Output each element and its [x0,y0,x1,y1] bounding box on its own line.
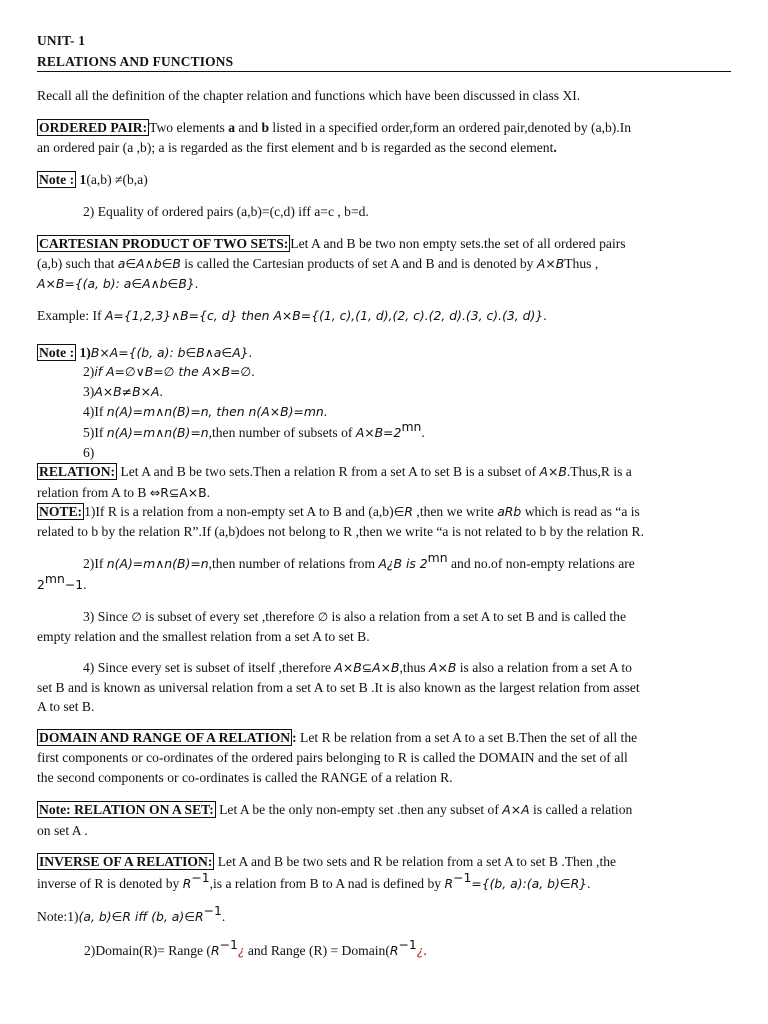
note-1-label: Note : [39,172,75,187]
relation-on-set-heading: Note: RELATION ON A SET: [39,802,214,817]
note-3-label: NOTE: [39,504,83,519]
note-2-line-1: Note : 1)B×A={(b, a): b∈B∧a∈A}. [39,345,252,360]
cartesian-line-3: A×B={(a, b): a∈A∧b∈B}. [37,276,199,291]
relation-on-set-line-2: on set A . [37,823,88,838]
note-3-point-4-line-2: set B and is known as universal relation from a set A to set B .It is also known as the largest relation from asset [37,680,640,695]
note-3-point-2-line-2: $2^{mn}-1$. [37,571,87,592]
domain-range-line-1: DOMAIN AND RANGE OF A RELATION : Let R be relation from a set A to a set B.Then the set of all the [39,730,638,745]
note-3-point-3: 3) Since ∅ is subset of every set ,therefore ∅ is also a relation from a set A to set B and is called the [83,609,627,624]
note-2-label: Note : [39,345,75,360]
note-2-line-5: 5)If n(A)=m∧n(B)=n,then number of subsets of $A\times B=2^{mn}$. [83,419,425,440]
relation-line-2: relation from A to B ⇔R⊆A×B. [37,485,211,500]
note-3-line-2: related to b by the relation R”.If (a,b)does not belong to R ,then we write “a is not related to b by the relation R. [37,524,645,539]
domain-range-line-3: the second components or co-ordinates is called the RANGE of a relation R. [37,770,453,785]
note-3-point-3-line-2: empty relation and the smallest relation from a set A to set B. [37,629,370,644]
relation-line-1: RELATION: Let A and B be two sets.Then a relation R from a set A to set B is a subset of A×B.Thus,R is a [39,464,632,479]
note-1-line-1: Note : 1(a,b) ≠(b,a) [39,172,148,187]
note-3-point-4-line-3: A to set B. [37,699,95,714]
inverse-heading: INVERSE OF A RELATION: [39,854,213,869]
ordered-pair-line-2: an ordered pair (a ,b); a is regarded as the first element and b is regarded as the second element. [37,140,557,155]
inverse-line-2: inverse of R is denoted by $R^{-1},is$ a relation from B to A nad is defined by $R^{-1}=\{(b$, a):(a, b)∈R}. [37,870,591,891]
note-1-line-2: 2) Equality of ordered pairs (a,b)=(c,d) iff a=c , b=d. [83,204,369,219]
cartesian-heading: CARTESIAN PRODUCT OF TWO SETS: [39,236,289,251]
note-2-line-6: 6) [83,445,95,460]
unit-label: UNIT- 1 [37,33,86,48]
intro-text: Recall all the definition of the chapter relation and functions which have been discussed in class XI. [37,88,581,103]
page-title: RELATIONS AND FUNCTIONS [37,54,234,69]
title-divider [37,71,731,72]
ordered-pair-line-1: ORDERED PAIR: Two elements a and b listed in a specified order,form an ordered pair,denoted by (a,b).In [39,120,632,135]
domain-range-line-2: first components or co-ordinates of the ordered pairs belonging to R is called the DOMAIN and the set of all [37,750,628,765]
ordered-pair-heading: ORDERED PAIR: [39,120,148,135]
note-4-line-1: Note:1)(a, b)∈R iff (b, $a)\in R^{-1}$. [37,903,226,924]
cartesian-line-2: (a,b) such that a∈A∧b∈B is called the Cartesian products of set A and B and is denoted by A×BThus , [37,256,599,271]
cartesian-example: Example: If A={1,2,3}∧B={c, d} then A×B={(1, c),(1, d),(2, c).(2, d).(3, c).(3, d)}. [37,308,547,323]
note-3-line-1: NOTE: 1)If R is a relation from a non-empty set A to B and (a,b)∈R ,then we write aRb which is read as “a is [39,504,640,519]
note-2-line-3: 3)A×B≠B×A. [83,384,163,399]
cartesian-line-1: CARTESIAN PRODUCT OF TWO SETS: Let A and B be two non empty sets.the set of all ordered pairs [39,236,626,251]
note-3-point-4: 4) Since every set is subset of itself ,therefore A×B⊆A×B,thus A×B is also a relation from a set A to [83,660,632,675]
inverse-line-1: INVERSE OF A RELATION: Let A and B be two sets and R be relation from a set A to set B .Then ,the [39,854,617,869]
relation-on-set-line-1: Note: RELATION ON A SET: Let A be the only non-empty set .then any subset of A×A is called a relation [39,802,633,817]
relation-heading: RELATION: [39,464,116,479]
note-2-line-4: 4)If n(A)=m∧n(B)=n, then n(A×B)=mn. [83,404,328,419]
note-2-line-2: 2)if A=∅∨B=∅ the A×B=∅. [83,364,255,379]
domain-range-heading: DOMAIN AND RANGE OF A RELATION [39,730,291,745]
note-3-point-2: 2)If n(A)=m∧n(B)=n,then number of relations from A¿B is $2^{mn}$ and no.of non-empty relations are [83,550,635,571]
note-4-line-2: 2)Domain(R)= Range ($R^{-1}¿$ and Range $(R) = Domain(R^{-1}¿$. [84,937,427,958]
